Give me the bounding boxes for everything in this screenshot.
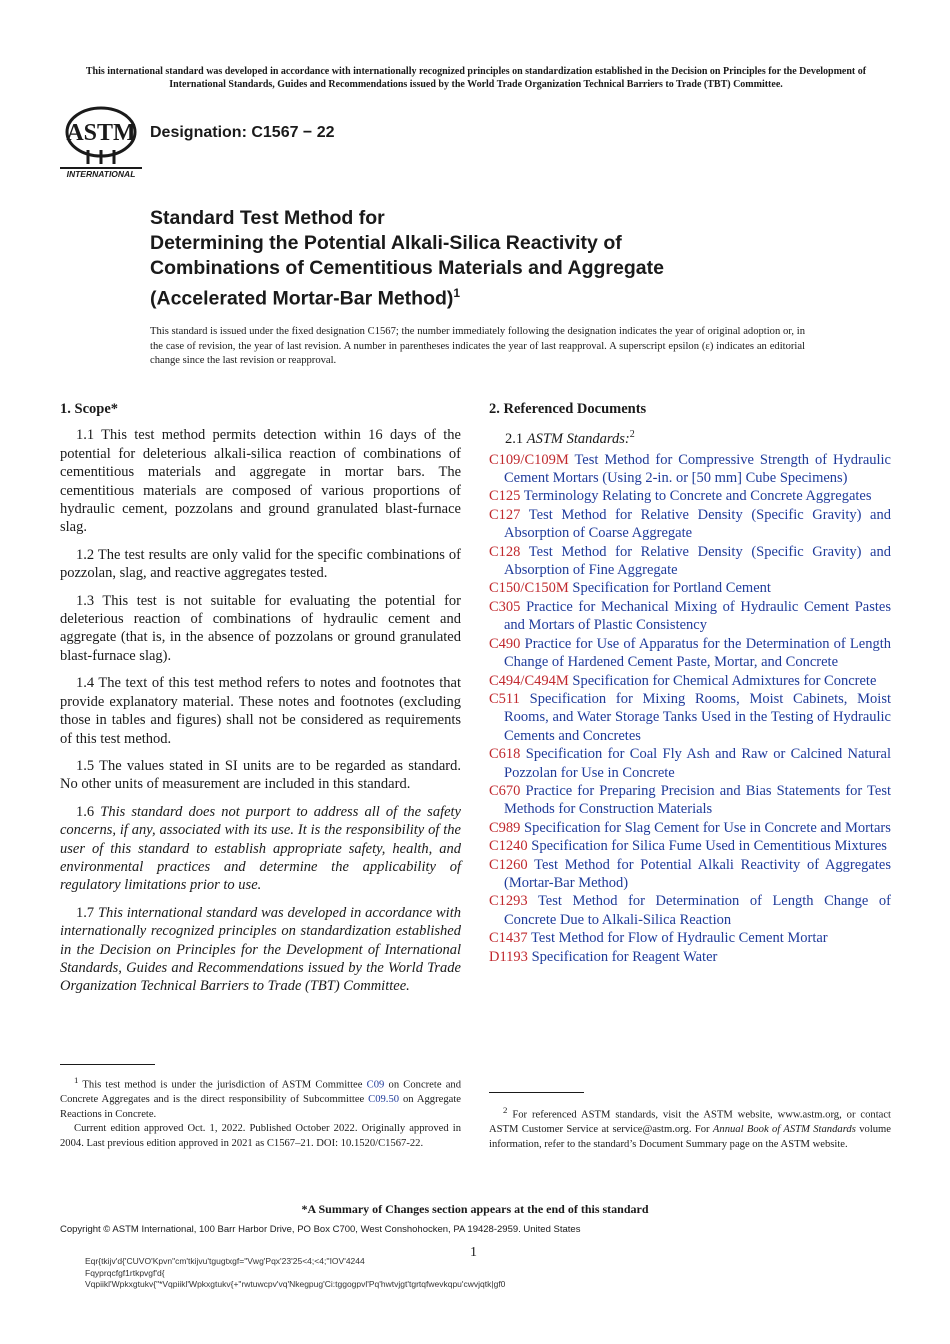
footnote-1-b: on Concrete and Concrete Aggregates and is the direct responsibility of Subcommittee (60, 1079, 461, 1106)
reference-title-link[interactable]: Specification for Portland Cement (572, 580, 771, 597)
reference-code-link[interactable]: C127 (489, 506, 521, 523)
sub-mark: 2 (629, 429, 635, 441)
reference-item (489, 782, 891, 819)
reference-title-link[interactable]: Test Method for Relative Density (Specific Gravity) and Absorption of Fine Aggregate (504, 543, 891, 579)
reference-title-link[interactable]: Specification for Slag Cement for Use in Concrete and Mortars (524, 819, 891, 836)
reference-code-link[interactable]: C618 (489, 746, 521, 763)
committee-c09-link[interactable]: C09 (366, 1079, 385, 1091)
scope-1-6-num: 1.6 (76, 803, 95, 820)
scope-1-6 (60, 803, 461, 895)
reference-code-link[interactable]: C150/C150M (489, 580, 569, 597)
reference-code-link[interactable]: C511 (489, 690, 520, 707)
reference-item (489, 837, 891, 855)
reference-item (489, 856, 891, 893)
logo-text: ASTM (66, 120, 136, 146)
document-title (150, 206, 870, 312)
title-line-3: Combinations of Cementitious Materials and Aggregate (150, 257, 664, 279)
scope-1-5: 1.5 The values stated in SI units are to be regarded as standard. No other units of measurement are included in this standard. (60, 757, 461, 793)
title-line-2: Determining the Potential Alkali-Silica Reactivity of (150, 232, 622, 254)
scope-1-7 (60, 904, 461, 996)
reference-title-link[interactable]: Practice for Mechanical Mixing of Hydraulic Cement Pastes and Mortars of Plastic Consistency (504, 598, 891, 634)
reference-code-link[interactable]: C305 (489, 598, 521, 615)
reference-title-link[interactable]: Practice for Preparing Precision and Bias Statements for Test Methods for Construction Materials (504, 782, 891, 818)
scope-1-6-text: This standard does not purport to address all of the safety concerns, if any, associated with its use. It is the responsibility of the user of this standard to establish appropriate safety, health, and environmental practices and determine the applicability of regulatory limitations prior to use. (60, 803, 461, 894)
footnote-1-c: on Aggregate Reactions in Concrete. (60, 1094, 461, 1120)
footnote-1-a: This test method is under the jurisdiction of ASTM Committee (82, 1079, 363, 1091)
reference-title-link[interactable]: Practice for Use of Apparatus for the Determination of Length Change of Hardened Cement Paste, Mortar, and Concrete (504, 635, 891, 671)
wto-notice: This international standard was developed in accordance with internationally recognized principles on standardization established in the Decision on Principles for the Development of International Standards, Guides and Recommendations issued by the World Trade Organization Technical Barriers to Trade (TBT) Committee. (85, 66, 867, 90)
reference-item (489, 819, 891, 837)
scope-1-7-text: This international standard was developed in accordance with internationally recognized principles on standardization established in the Decision on Principles for the Development of International Standards, Guides and Recommendations issued by the World Trade Organization Technical Barriers to Trade (TBT) Committee. (60, 904, 461, 995)
reference-item (489, 892, 891, 929)
reference-title-link[interactable]: Specification for Silica Fume Used in Cementitious Mixtures (531, 838, 887, 855)
astm-logo-icon (58, 106, 144, 180)
reference-code-link[interactable]: D1193 (489, 948, 528, 965)
reference-list (489, 451, 891, 966)
license-line-2: Fqyprqcfgf1rtkpvgf'd{ (85, 1267, 165, 1278)
scope-1-4: 1.4 The text of this test method refers to notes and footnotes that provide explanatory material. These notes and footnotes (excluding those in tables and figures) shall not be considered as requirements of this test method. (60, 675, 461, 747)
reference-item (489, 690, 891, 745)
reference-code-link[interactable]: C128 (489, 543, 521, 560)
reference-item (489, 672, 891, 690)
reference-title-link[interactable]: Terminology Relating to Concrete and Concrete Aggregates (523, 488, 872, 505)
reference-item (489, 506, 891, 543)
reference-title-link[interactable]: Specification for Reagent Water (531, 948, 718, 965)
footnote-2-b: volume information, refer to the standard’s Document Summary page on the ASTM website. (489, 1124, 891, 1150)
astm-standards-subheading (505, 426, 891, 448)
reference-item (489, 451, 891, 488)
title-footnote-mark: 1 (453, 286, 461, 300)
scope-1-1: 1.1 This test method permits detection within 16 days of the potential for deleterious alkali-silica reaction of combinations of cementitious materials and aggregate in mortar bars. The cementitious materials are composed of various proportions of hydraulic cement, pozzolans and ground granulated blast-furnace slag. (60, 427, 461, 536)
reference-item (489, 543, 891, 580)
issued-note: This standard is issued under the fixed designation C1567; the number immediately following the designation indicates the year of original adoption or, in the case of revision, the year of last revision. A number in parentheses indicates the year of last reapproval. A superscript epsilon (ε) indicates an editorial change since the last revision or reapproval. (150, 326, 805, 366)
subcommittee-c0950-link[interactable]: C09.50 (368, 1094, 400, 1106)
footnote-1-text (60, 1073, 461, 1122)
reference-title-link[interactable]: Test Method for Compressive Strength of Hydraulic Cement Mortars (Using 2-in. or [50 mm] Cube Specimens) (504, 451, 891, 487)
copyright: Copyright © ASTM International, 100 Barr Harbor Drive, PO Box C700, West Conshohocken, PA 19428-2959. United States (60, 1224, 581, 1235)
reference-title-link[interactable]: Specification for Coal Fly Ash and Raw or Calcined Natural Pozzolan for Use in Concrete (504, 746, 891, 781)
reference-code-link[interactable]: C1437 (489, 930, 528, 947)
reference-title-link[interactable]: Test Method for Potential Alkali Reactivity of Aggregates (Mortar-Bar Method) (504, 856, 891, 891)
reference-code-link[interactable]: C989 (489, 819, 521, 836)
reference-code-link[interactable]: C490 (489, 635, 521, 652)
footnote-rule (60, 1064, 155, 1065)
reference-title-link[interactable]: Test Method for Flow of Hydraulic Cement Mortar (531, 930, 828, 947)
license-line-1: Eqr{tkijv'd{'CUVO'Kpvn"cm'tkijvu'tgugtxgf="Vwg'Pqx'23'25<4;<4;''IOV'4244 (85, 1256, 365, 1266)
reference-item (489, 487, 891, 505)
title-line-4-text: (Accelerated Mortar-Bar Method) (150, 287, 454, 310)
scope-1-2: 1.2 The test results are only valid for the specific combinations of pozzolan, slag, and reactive aggregates tested. (60, 546, 461, 582)
title-line-1: Standard Test Method for (150, 207, 385, 229)
reference-code-link[interactable]: C1260 (489, 856, 528, 873)
license-watermark (85, 1256, 505, 1291)
reference-item (489, 745, 891, 782)
reference-code-link[interactable]: C125 (489, 488, 521, 505)
reference-code-link[interactable]: C670 (489, 782, 521, 799)
annual-book-title: Annual Book of ASTM Standards (712, 1124, 856, 1136)
footnote-2 (489, 1092, 891, 1152)
reference-code-link[interactable]: C1293 (489, 893, 528, 910)
title-line-4 (150, 281, 870, 312)
reference-item (489, 948, 891, 966)
license-line-3: Vqpiikl'Wpkxgtukv{"*Vqpiikl'Wpkxgtukv{+"rwtuwcpv'vq'Nkegpug'Ci:tggogpvl'Pq'hwtvjgt'tgrtqfwevkqpu'cwvjqtk|gf0 (85, 1279, 506, 1289)
sub-num: 2.1 (505, 431, 524, 448)
left-column (60, 400, 461, 1005)
footnote-2-a: For referenced ASTM standards, visit the ASTM website, www.astm.org, or contact ASTM Customer Service at service@astm.org. For (489, 1109, 891, 1136)
footnote-2-mark: 2 (503, 1105, 508, 1115)
reference-title-link[interactable]: Test Method for Determination of Length Change of Concrete Due to Alkali-Silica Reaction (504, 893, 891, 928)
designation: Designation: C1567 − 22 (150, 124, 335, 141)
reference-title-link[interactable]: Test Method for Relative Density (Specific Gravity) and Absorption of Coarse Aggregate (504, 506, 891, 542)
right-column (489, 400, 891, 966)
logo-subtext: INTERNATIONAL (66, 169, 136, 179)
reference-code-link[interactable]: C494/C494M (489, 672, 569, 689)
reference-code-link[interactable]: C1240 (489, 838, 528, 855)
reference-item (489, 929, 891, 947)
scope-1-3: 1.3 This test is not suitable for evaluating the potential for deleterious reaction of combinations of hydraulic cement and aggregate (that is, in the absence of pozzolans or ground granulated blast-furnace slag). (60, 592, 461, 664)
footnote-rule (489, 1092, 584, 1093)
refs-heading: 2. Referenced Documents (489, 401, 647, 417)
scope-heading: 1. Scope* (60, 401, 118, 417)
reference-item (489, 579, 891, 597)
reference-title-link[interactable]: Specification for Chemical Admixtures for Concrete (572, 672, 877, 689)
footnote-1 (60, 1064, 461, 1151)
page-number: 1 (470, 1245, 477, 1260)
summary-notice: *A Summary of Changes section appears at the end of this standard (301, 1202, 649, 1216)
footnote-1-mark: 1 (74, 1075, 79, 1085)
scope-1-7-num: 1.7 (76, 904, 95, 921)
astm-logo (58, 106, 144, 180)
footnote-2-text (489, 1103, 891, 1152)
reference-title-link[interactable]: Specification for Mixing Rooms, Moist Cabinets, Moist Rooms, and Water Storage Tanks Used in the Testing of Hydraulic Cements and Concretes (504, 690, 891, 744)
footnote-1-current: Current edition approved Oct. 1, 2022. Published October 2022. Originally approved in 2004. Last previous edition approved in 2021 as C1567–21. DOI: 10.1520/C1567-22. (60, 1123, 461, 1149)
reference-item (489, 598, 891, 635)
reference-code-link[interactable]: C109/C109M (489, 451, 569, 468)
reference-item (489, 635, 891, 672)
sub-title: ASTM Standards: (526, 431, 630, 448)
